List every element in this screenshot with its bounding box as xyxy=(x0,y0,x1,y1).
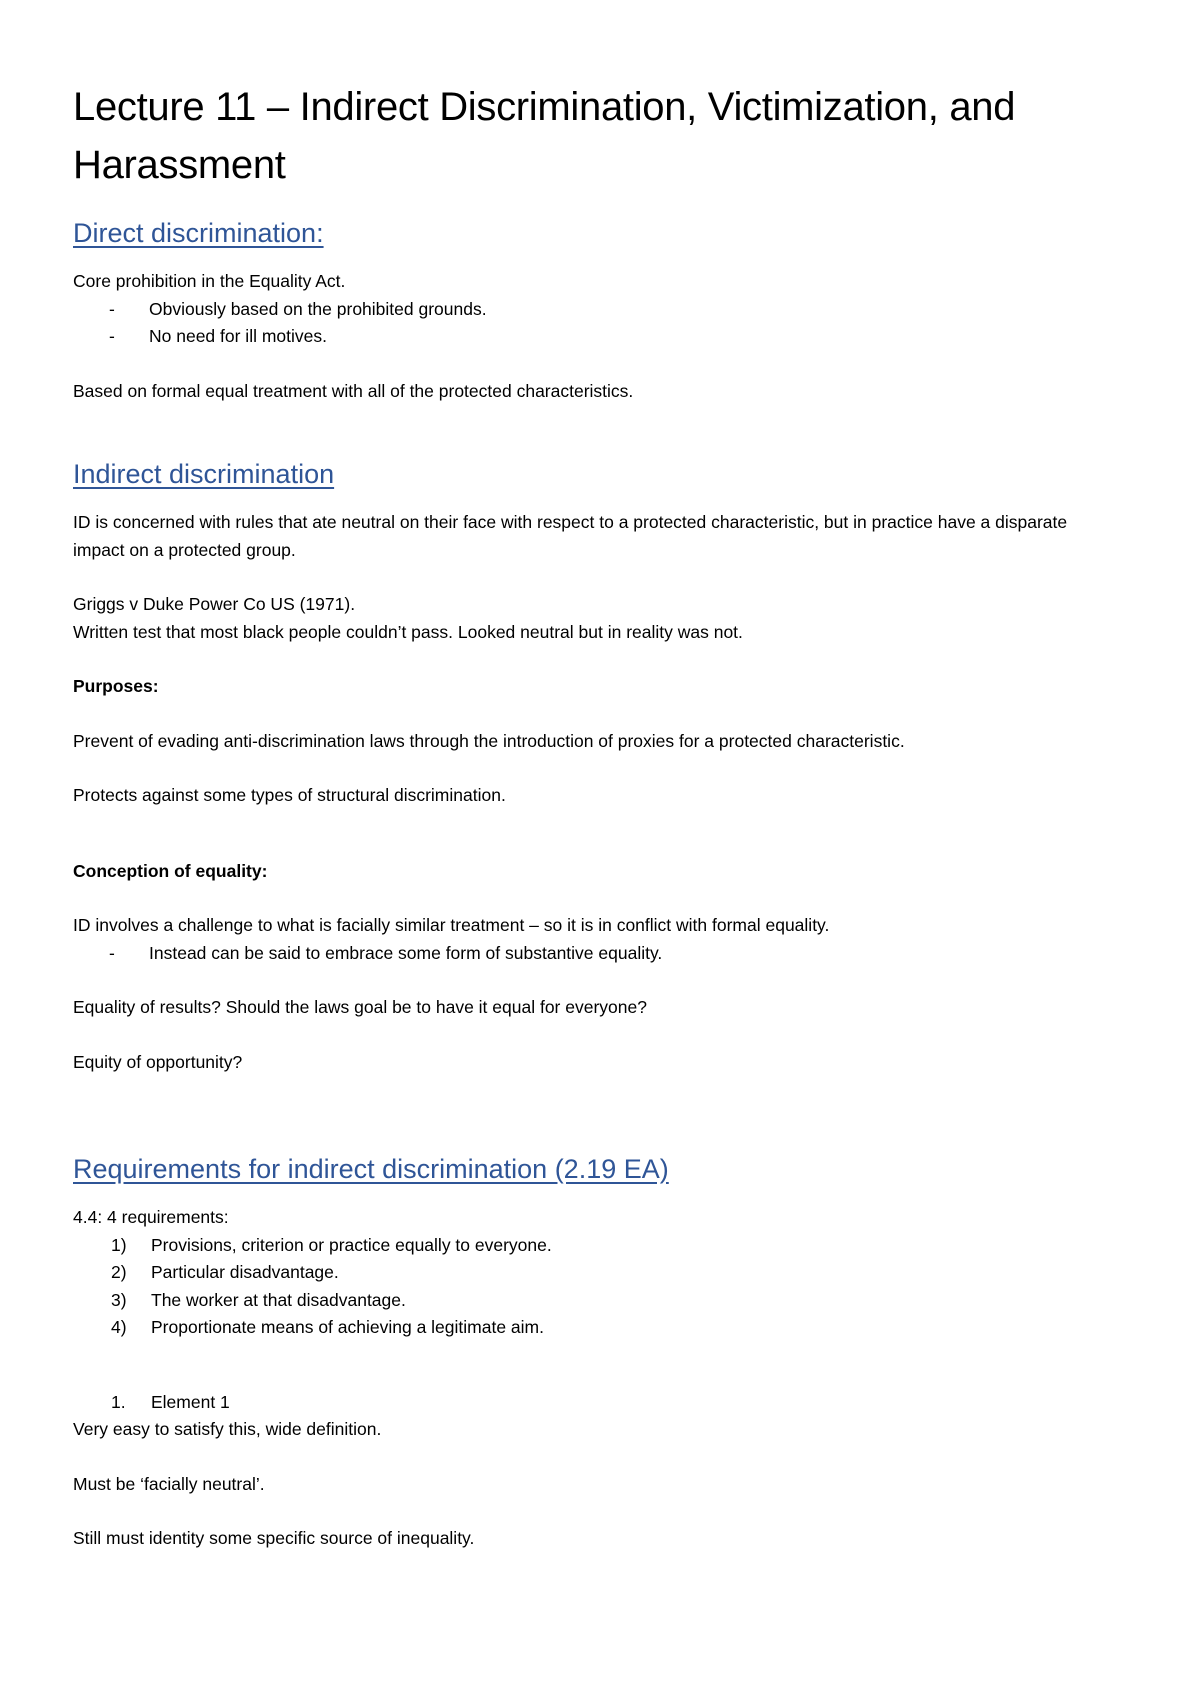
list-item: 2) Particular disadvantage. xyxy=(73,1259,1123,1287)
direct-bullet-list xyxy=(73,296,1123,351)
requirements-intro: 4.4: 4 requirements: xyxy=(73,1207,229,1227)
list-item: - Obviously based on the prohibited grounds. xyxy=(73,296,1123,324)
equality-heading: Conception of equality: xyxy=(73,860,268,881)
purpose-1: Prevent of evading anti-discrimination laws through the introduction of proxies for a protected characteristic. xyxy=(73,730,905,751)
indirect-definition: ID is concerned with rules that ate neutral on their face with respect to a protected characteristic, but in practice have a disparate impact on a protected group. xyxy=(73,512,1068,560)
opportunity-question: Equity of opportunity? xyxy=(73,1051,243,1072)
list-item xyxy=(73,1389,1123,1417)
heading-requirements: Requirements for indirect discrimination (2.19 EA) xyxy=(73,1154,669,1184)
heading-indirect-discrimination: Indirect discrimination xyxy=(73,459,335,489)
list-marker: 1) xyxy=(111,1234,127,1255)
equality-text: ID involves a challenge to what is facially similar treatment – so it is in conflict with formal equality. xyxy=(73,915,830,935)
list-item: 4) Proportionate means of achieving a legitimate aim. xyxy=(73,1314,1123,1342)
results-question: Equality of results? Should the laws goal be to have it equal for everyone? xyxy=(73,997,647,1017)
list-marker: 2) xyxy=(111,1262,127,1282)
bullet-marker: - xyxy=(109,942,115,963)
case-summary: Written test that most black people couldn’t pass. Looked neutral but in reality was not. xyxy=(73,621,743,642)
equality-bullet-list xyxy=(73,940,1123,968)
purposes-heading: Purposes: xyxy=(73,676,159,696)
direct-closing: Based on formal equal treatment with all of the protected characteristics. xyxy=(73,380,634,401)
element-line-2: Must be ‘facially neutral’. xyxy=(73,1473,265,1494)
list-marker: 3) xyxy=(111,1289,127,1310)
element-list xyxy=(73,1389,1123,1417)
list-item: 3) The worker at that disadvantage. xyxy=(73,1287,1123,1315)
list-item: 1) Provisions, criterion or practice equally to everyone. xyxy=(73,1232,1123,1260)
list-marker: 1. xyxy=(111,1391,126,1412)
list-item: - Instead can be said to embrace some form of substantive equality. xyxy=(73,940,1123,968)
list-item: - No need for ill motives. xyxy=(73,323,1123,351)
page-title: Lecture 11 – Indirect Discrimination, Victimization, and Harassment xyxy=(73,85,1016,187)
bullet-marker: - xyxy=(109,298,115,319)
document-page xyxy=(73,78,1123,1553)
list-marker: 4) xyxy=(111,1317,127,1337)
element-label: Element 1 xyxy=(151,1391,230,1412)
element-line-1: Very easy to satisfy this, wide definition. xyxy=(73,1419,382,1439)
bullet-marker: - xyxy=(109,326,115,346)
heading-direct-discrimination: Direct discrimination: xyxy=(73,218,324,248)
purpose-2: Protects against some types of structural discrimination. xyxy=(73,785,506,805)
requirements-list xyxy=(73,1232,1123,1342)
direct-intro: Core prohibition in the Equality Act. xyxy=(73,271,346,291)
case-name: Griggs v Duke Power Co US (1971). xyxy=(73,594,356,614)
element-line-3: Still must identity some specific source of inequality. xyxy=(73,1528,475,1548)
